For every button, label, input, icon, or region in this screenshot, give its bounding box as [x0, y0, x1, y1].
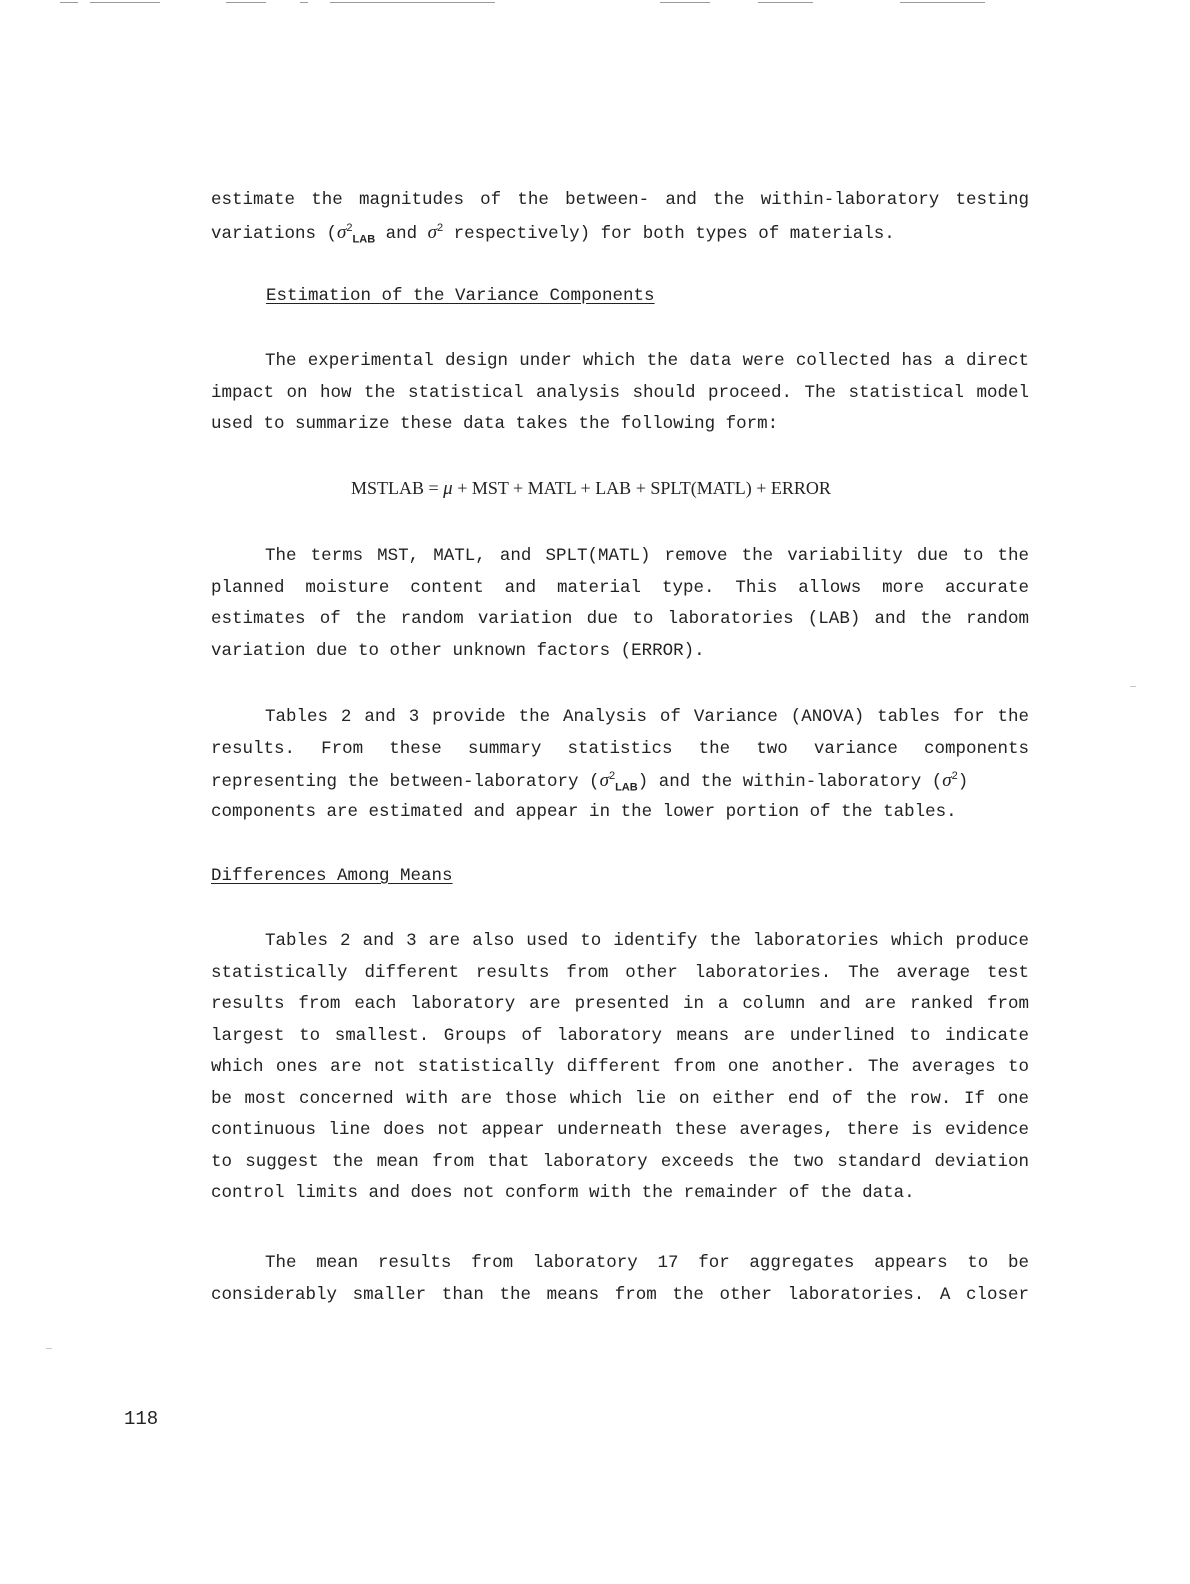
anova-paragraph [211, 702, 1029, 828]
paragraph-line: planned moisture content and material type. This allows more accurate [211, 577, 1029, 598]
section-heading-variance-components: Estimation of the Variance Components [266, 286, 655, 306]
paragraph-line: variation due to other unknown factors (ERROR). [211, 640, 705, 661]
paragraph-line: control limits and does not conform with the remainder of the data. [211, 1183, 915, 1203]
statistical-model-equation: MSTLAB = μ + MST + MATL + LAB + SPLT(MATL) + ERROR [351, 478, 831, 499]
section-heading-differences-among-means: Differences Among Means [211, 866, 453, 886]
paragraph-line: estimates of the random variation due to laboratories (LAB) and the random [211, 609, 1029, 629]
paragraph-line: results from each laboratory are presented in a column and are ranked from [211, 994, 1029, 1014]
paragraph-line: results. From these summary statistics the two variance components [211, 738, 1029, 759]
paragraph-line: The mean results from laboratory 17 for aggregates appears to be [265, 1253, 1029, 1273]
paragraph-line: continuous line does not appear underneath these averages, there is evidence [211, 1120, 1029, 1140]
intro-line-1: estimate the magnitudes of the between- and the within-laboratory testing [211, 190, 1029, 210]
laboratory-17-paragraph [211, 1248, 1029, 1311]
paragraph-line: considerably smaller than the means from the other laboratories. A closer [211, 1284, 1029, 1305]
paragraph-line: used to summarize these data takes the following form: [211, 414, 779, 434]
paragraph-line: be most concerned with are those which lie on either end of the row. If one [211, 1088, 1029, 1109]
experimental-design-paragraph [211, 346, 1029, 441]
paragraph-line: statistically different results from other laboratories. The average test [211, 962, 1029, 983]
paragraph-line: to suggest the mean from that laboratory exceeds the two standard deviation [211, 1151, 1029, 1172]
scan-speck [1130, 686, 1136, 687]
paragraph-line: The experimental design under which the data were collected has a direct [265, 351, 1029, 371]
intro-paragraph [211, 185, 1029, 248]
paragraph-line: components are estimated and appear in the lower portion of the tables. [211, 801, 957, 822]
paragraph-line: Tables 2 and 3 provide the Analysis of Variance (ANOVA) tables for the [265, 707, 1029, 727]
scan-speck [46, 1348, 52, 1349]
terms-paragraph [211, 541, 1029, 667]
differences-paragraph [211, 926, 1029, 1210]
mu-symbol: μ [443, 478, 453, 499]
intro-line-2: variations ($\sigma^2_{LAB}$ and $\sigma^2$ respectively) for both types of materials. [211, 221, 895, 245]
paragraph-line-with-symbols: representing the between-laboratory $(\sigma^2_{LAB})$ and the within-laboratory $(\sigma^2)$ [211, 770, 969, 794]
paragraph-line: impact on how the statistical analysis should proceed. The statistical model [211, 382, 1029, 403]
paragraph-line: largest to smallest. Groups of laboratory means are underlined to indicate [211, 1025, 1029, 1046]
paragraph-line: Tables 2 and 3 are also used to identify the laboratories which produce [265, 931, 1029, 951]
paragraph-line: The terms MST, MATL, and SPLT(MATL) remove the variability due to the [265, 546, 1029, 566]
scan-artifact-marks [0, 0, 1190, 8]
paragraph-line: which ones are not statistically different from one another. The averages to [211, 1057, 1029, 1077]
page-number: 118 [124, 1408, 159, 1430]
